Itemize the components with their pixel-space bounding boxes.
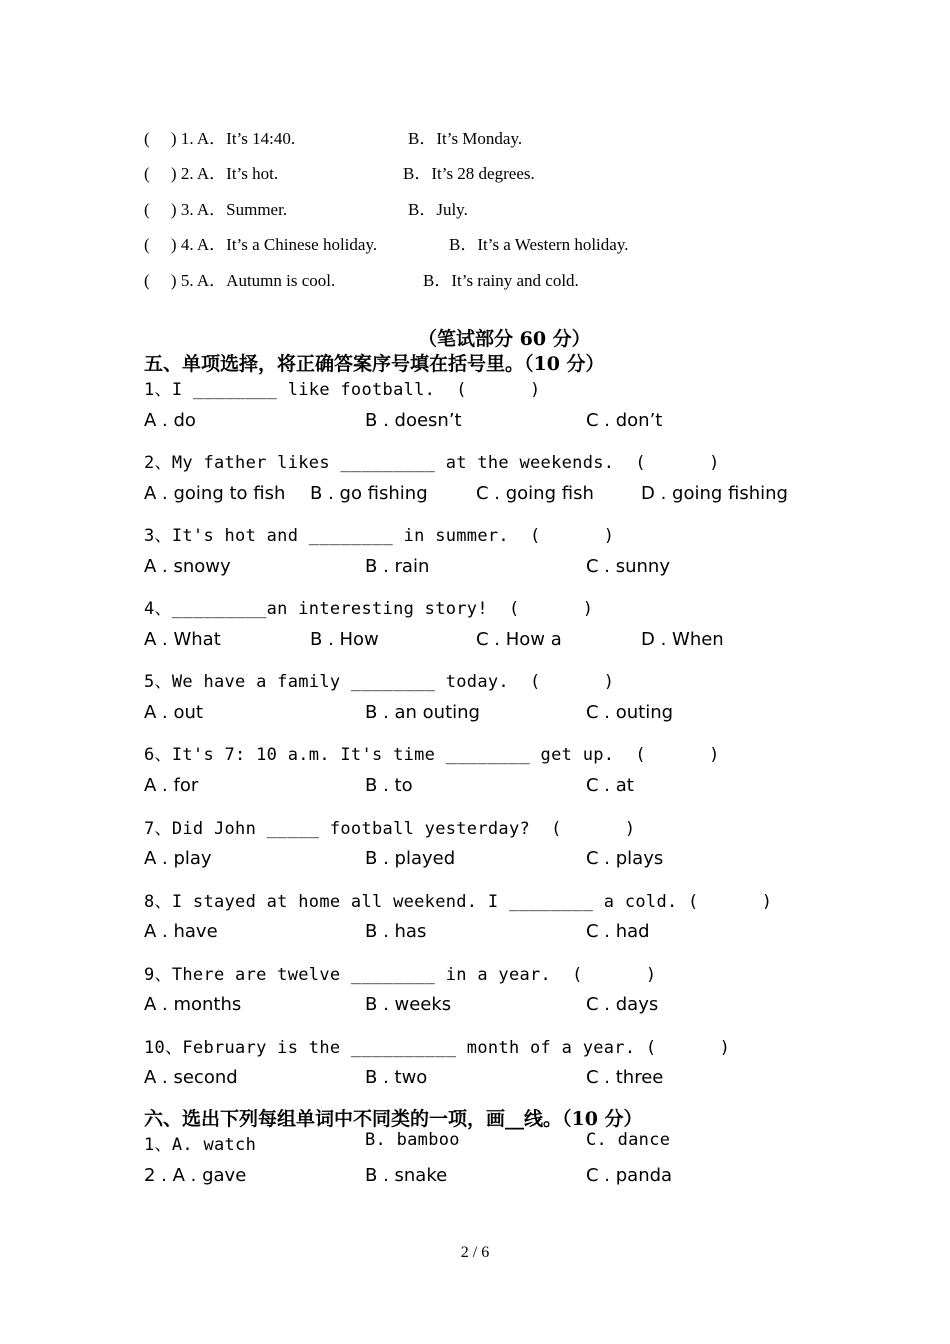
q9-option-c: C . days xyxy=(586,994,659,1015)
listening-q5-b: B．It’s rainy and cold. xyxy=(423,271,579,290)
q3-option-a: A . snowy xyxy=(144,556,231,577)
section-6-title: 六、选出下列每组单词中不同类的一项，画__线。（10 分） xyxy=(144,1108,643,1130)
s6-row1-b: B. bamboo xyxy=(365,1130,460,1150)
q3-option-b: B . rain xyxy=(365,556,430,577)
s6-row2-b: B . snake xyxy=(365,1165,448,1186)
q6-option-b: B . to xyxy=(365,775,413,796)
s6-row2-c: C . panda xyxy=(586,1165,673,1186)
question-2: 2、My father likes _________ at the weekends. ( ) xyxy=(144,453,720,473)
written-part-title: （笔试部分 60 分） xyxy=(418,328,591,350)
question-5: 5、We have a family ________ today. ( ) xyxy=(144,672,615,692)
q4-option-b: B . How xyxy=(310,629,379,650)
q1-option-b: B . doesn’t xyxy=(365,410,462,431)
listening-q2-a: ( ) 2. A．It’s hot. xyxy=(144,164,279,183)
listening-q4-b: B．It’s a Western holiday. xyxy=(449,235,629,254)
question-8: 8、I stayed at home all weekend. I ________ a cold. ( ) xyxy=(144,892,773,912)
question-1: 1、I ________ like football. ( ) xyxy=(144,380,541,400)
q1-option-c: C . don’t xyxy=(586,410,663,431)
listening-q1-b: B．It’s Monday. xyxy=(408,129,523,148)
q2-option-b: B . go fishing xyxy=(310,483,428,504)
question-4: 4、_________an interesting story! ( ) xyxy=(144,599,594,619)
page-number: 2 / 6 xyxy=(460,1244,490,1261)
q10-option-b: B . two xyxy=(365,1067,428,1088)
q4-option-c: C . How a xyxy=(476,629,562,650)
question-9: 9、There are twelve ________ in a year. ( ) xyxy=(144,965,657,985)
q5-option-b: B . an outing xyxy=(365,702,480,723)
q7-option-c: C . plays xyxy=(586,848,664,869)
q2-option-c: C . going fish xyxy=(476,483,594,504)
s6-row1-c: C. dance xyxy=(586,1130,671,1150)
q5-option-c: C . outing xyxy=(586,702,674,723)
question-3: 3、It's hot and ________ in summer. ( ) xyxy=(144,526,615,546)
q3-option-c: C . sunny xyxy=(586,556,670,577)
section-5-title: 五、单项选择，将正确答案序号填在括号里。（10 分） xyxy=(144,353,605,375)
q8-option-a: A . have xyxy=(144,921,218,942)
q10-option-c: C . three xyxy=(586,1067,664,1088)
q10-option-a: A . second xyxy=(144,1067,238,1088)
q6-option-a: A . for xyxy=(144,775,199,796)
listening-q3-b: B．July. xyxy=(408,200,468,219)
q7-option-a: A . play xyxy=(144,848,212,869)
listening-q5-a: ( ) 5. A．Autumn is cool. xyxy=(144,271,336,290)
q9-option-a: A . months xyxy=(144,994,242,1015)
listening-q4-a: ( ) 4. A．It’s a Chinese holiday. xyxy=(144,235,378,254)
q8-option-b: B . has xyxy=(365,921,427,942)
question-7: 7、Did John _____ football yesterday? ( ) xyxy=(144,819,636,839)
q4-option-d: D . When xyxy=(641,629,724,650)
q1-option-a: A . do xyxy=(144,410,196,431)
q6-option-c: C . at xyxy=(586,775,634,796)
q9-option-b: B . weeks xyxy=(365,994,452,1015)
q5-option-a: A . out xyxy=(144,702,203,723)
question-10: 10、February is the __________ month of a year. ( ) xyxy=(144,1038,731,1058)
q4-option-a: A . What xyxy=(144,629,221,650)
q8-option-c: C . had xyxy=(586,921,650,942)
listening-q1-a: ( ) 1. A．It’s 14:40. xyxy=(144,129,296,148)
q2-option-d: D . going fishing xyxy=(641,483,788,504)
listening-q2-b: B．It’s 28 degrees. xyxy=(403,164,535,183)
s6-row1-a: 1、A. watch xyxy=(144,1135,257,1155)
question-6: 6、It's 7: 10 a.m. It's time ________ get up. ( ) xyxy=(144,745,720,765)
s6-row2-a: 2 . A . gave xyxy=(144,1165,247,1186)
listening-q3-a: ( ) 3. A．Summer. xyxy=(144,200,288,219)
q7-option-b: B . played xyxy=(365,848,456,869)
q2-option-a: A . going to fish xyxy=(144,483,286,504)
